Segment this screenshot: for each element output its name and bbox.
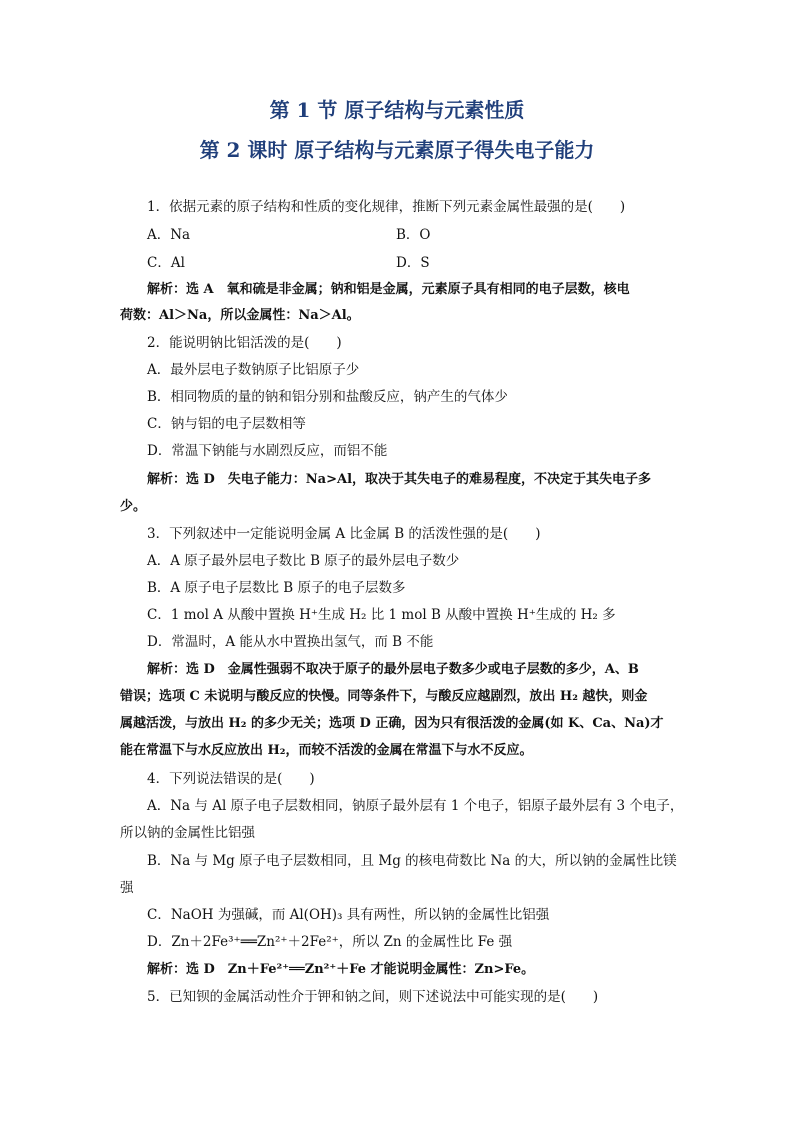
question-3-option-b: B．A 原子电子层数比 B 原子的电子层数多 [147, 580, 406, 596]
question-3-option-c: C．1 mol A 从酸中置换 H⁺生成 H₂ 比 1 mol B 从酸中置换 H⁺生成的 H₂ 多 [147, 607, 616, 623]
question-3-option-d: D．常温时，A 能从水中置换出氢气，而 B 不能 [147, 634, 434, 650]
question-4-analysis-line-1: 解析：选 D Zn＋Fe²⁺══Zn²⁺＋Fe 才能说明金属性：Zn>Fe。 [147, 962, 535, 977]
question-3-stem: 3．下列叙述中一定能说明金属 A 比金属 B 的活泼性强的是( ) [147, 526, 541, 542]
question-1-option-d: D．S [396, 255, 430, 271]
question-1-option-c: C．Al [147, 255, 185, 271]
question-3-analysis-line-2: 错误；选项 C 未说明与酸反应的快慢。同等条件下，与酸反应越剧烈，放出 H₂ 越快，则金 [120, 689, 648, 704]
question-1-analysis-line-1: 解析：选 A 氧和硫是非金属；钠和铝是金属，元素原子具有相同的电子层数，核电 [147, 282, 630, 297]
question-4-option-d: D．Zn＋2Fe³⁺══Zn²⁺＋2Fe²⁺，所以 Zn 的金属性比 Fe 强 [147, 934, 513, 950]
question-2-analysis-line-1: 解析：选 D 失电子能力：Na>Al，取决于其失电子的难易程度，不决定于其失电子多 [147, 472, 652, 487]
question-2-option-c: C．钠与铝的电子层数相等 [147, 416, 306, 432]
question-2-option-a: A．最外层电子数钠原子比铝原子少 [147, 362, 360, 378]
question-5-stem: 5．已知钡的金属活动性介于钾和钠之间，则下述说法中可能实现的是( ) [147, 989, 599, 1005]
question-2-stem: 2．能说明钠比铝活泼的是( ) [147, 335, 342, 351]
question-1-option-a: A．Na [147, 227, 191, 243]
question-4-option-b-line-2: 强 [120, 880, 134, 896]
question-1-option-b: B．O [396, 227, 431, 243]
question-4-option-b-line-1: B．Na 与 Mg 原子电子层数相同，且 Mg 的核电荷数比 Na 的大，所以钠的金属性比镁 [147, 853, 677, 869]
question-3-analysis-line-4: 能在常温下与水反应放出 H₂，而较不活泼的金属在常温下与水不反应。 [120, 743, 533, 758]
question-2-option-b: B．相同物质的量的钠和铝分别和盐酸反应，钠产生的气体少 [147, 389, 508, 405]
question-3-option-a: A．A 原子最外层电子数比 B 原子的最外层电子数少 [147, 553, 460, 569]
question-4-option-a-line-1: A．Na 与 Al 原子电子层数相同，钠原子最外层有 1 个电子，铝原子最外层有 3 个电子， [147, 798, 684, 814]
question-3-analysis-line-1: 解析：选 D 金属性强弱不取决于原子的最外层电子数多少或电子层数的多少，A、B [147, 662, 639, 677]
question-4-option-c: C．NaOH 为强碱，而 Al(OH)₃ 具有两性，所以钠的金属性比铝强 [147, 907, 550, 923]
question-4-stem: 4．下列说法错误的是( ) [147, 771, 315, 787]
question-4-option-a-line-2: 所以钠的金属性比铝强 [120, 825, 255, 841]
question-3-analysis-line-3: 属越活泼，与放出 H₂ 的多少无关；选项 D 正确，因为只有很活泼的金属(如 K、Ca、Na)才 [120, 716, 664, 731]
question-2-option-d: D．常温下钠能与水剧烈反应，而铝不能 [147, 443, 388, 459]
lesson-title: 第 2 课时 原子结构与元素原子得失电子能力 [199, 138, 595, 162]
question-1-stem: 1．依据元素的原子结构和性质的变化规律，推断下列元素金属性最强的是( ) [147, 199, 626, 215]
question-1-analysis-line-2: 荷数：Al＞Na，所以金属性：Na＞Al。 [120, 308, 360, 323]
section-title: 第 1 节 原子结构与元素性质 [269, 98, 525, 122]
question-2-analysis-line-2: 少。 [120, 499, 147, 514]
